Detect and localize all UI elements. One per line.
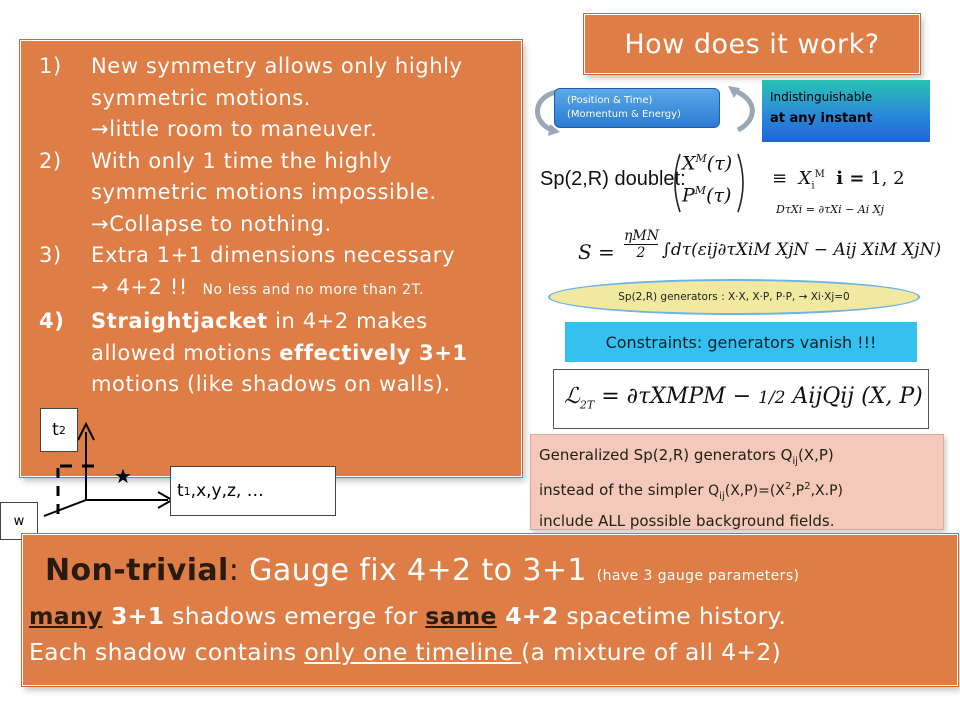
list-item: 2) With only 1 time the highly symmetric motions impossible. →Collapse to nothing. xyxy=(39,146,507,241)
t2-label: t 2 xyxy=(40,408,78,452)
list-item-number: 2) xyxy=(39,148,62,173)
list-item-number: 4) xyxy=(39,309,65,333)
doublet-equiv: ≡ $X_i^M$ i = 1, 2 xyxy=(772,168,905,192)
action-body: ∫dτ(εij∂τXiM XjN − Aij XiM XjN) xyxy=(662,240,942,260)
doublet-label: Sp(2,R) doublet: xyxy=(540,168,686,190)
doublet-p: $P^M(\tau)$ xyxy=(682,184,732,207)
constraints-banner: Constraints: generators vanish !!! xyxy=(565,322,917,362)
list-item-number: 1) xyxy=(39,54,62,78)
list-item: 1) New symmetry allows only highly symmetric motions. →little room to maneuver. xyxy=(39,51,507,146)
w-label: w xyxy=(0,502,38,540)
list-item: 4) Straightjacket in 4+2 makes allowed motions effectively 3+1 motions (like shadows on walls). xyxy=(39,306,507,401)
phase-space-pill: (Position & Time) (Momentum & Energy) xyxy=(554,88,720,128)
action-fraction: ηMN 2 xyxy=(624,228,659,261)
star-icon: ★ xyxy=(114,464,132,488)
generalized-generators-box: Generalized Sp(2,R) generators $Q_{ij}(X,P)$ instead of the simpler $Q_{ij}(X,P)=(X^2,P^2,X.P)$ include ALL possible background fields. xyxy=(530,434,944,530)
covariant-derivative: DτXi = ∂τXi − Ai Xj xyxy=(776,203,884,216)
non-trivial-box: Non-trivial: Gauge fix 4+2 to 3+1 (have 3 gauge parameters) many 3+1 shadows emerge for same 4+2 spacetime history. Each shadow contains only one timeline (a mixture of all 4+2) xyxy=(22,534,958,686)
t1-label: t 1 ,x,y,z, … xyxy=(170,466,336,516)
doublet-x: $X^M(\tau)$ xyxy=(682,152,733,175)
lagrangian-box: ℒ$_{2T}$ = ∂τXMPM − 1/2 AijQij (X, P) xyxy=(553,369,929,429)
list-item: 3) Extra 1+1 dimensions necessary → 4+2 !! No less and no more than 2T. xyxy=(39,240,507,306)
slide-title-text: How does it work? xyxy=(624,28,880,60)
explanation-list xyxy=(39,51,507,401)
slide-title xyxy=(584,14,920,74)
action-s: S = xyxy=(578,240,615,264)
list-item-number: 3) xyxy=(39,243,62,267)
indistinguishable-box: Indistinguishable at any instant xyxy=(762,80,930,142)
generators-ellipse: Sp(2,R) generators : X·X, X·P, P·P, → Xi·Xj=0 xyxy=(548,279,920,315)
explanation-list-box xyxy=(20,40,522,477)
w-axis xyxy=(44,500,86,516)
